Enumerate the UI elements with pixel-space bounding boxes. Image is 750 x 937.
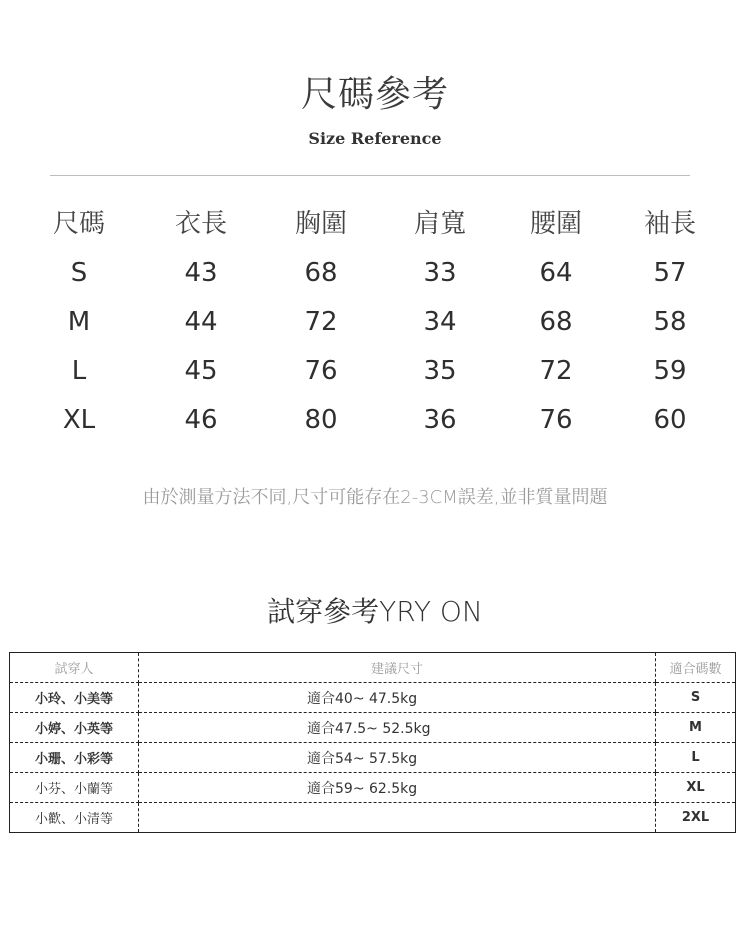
size-reference-title: 尺碼參考 [300,74,449,115]
size-row-xl [18,395,728,444]
size-row-l [18,346,728,395]
size-cell: 43 [184,257,218,288]
try-on-title: 試穿參考YRY ON [267,595,483,628]
table-row [10,713,736,743]
header-suggested-size: 建議尺寸 [139,653,656,683]
size-cell: 35 [423,355,457,386]
header-waist: 腰圍 [529,208,582,239]
size-row-m [18,297,728,346]
suggested-weight [139,803,656,833]
size-cell: 44 [184,306,218,337]
size-cell: 68 [539,306,573,337]
fit-size: XL [656,773,736,803]
size-row-s [18,248,728,297]
size-cell: 36 [423,404,457,435]
size-cell: L [71,355,87,386]
tester-name: 小婷、小英等 [10,713,139,743]
title-divider [50,175,690,176]
size-cell: S [70,257,88,288]
header-chest: 胸圍 [294,208,347,239]
measurement-note: 由於測量方法不同,尺寸可能存在2-3CM誤差,並非質量問題 [142,487,608,508]
table-row [10,773,736,803]
size-cell: 76 [304,355,338,386]
size-table [18,200,728,444]
tester-name: 小芬、小蘭等 [10,773,139,803]
size-cell: 68 [304,257,338,288]
fit-size: 2XL [656,803,736,833]
size-cell: 72 [304,306,338,337]
header-length: 衣長 [174,208,227,239]
size-cell: 80 [304,404,338,435]
header-tester: 試穿人 [10,653,139,683]
suggested-weight: 適合47.5~ 52.5kg [139,713,656,743]
try-on-table-header [10,653,736,683]
tester-name: 小珊、小彩等 [10,743,139,773]
fit-size: L [656,743,736,773]
header-sleeve: 袖長 [643,208,696,239]
suggested-weight: 適合40~ 47.5kg [139,683,656,713]
suggested-weight: 適合59~ 62.5kg [139,773,656,803]
size-cell: 57 [653,257,687,288]
header-fit-size: 適合碼數 [656,653,736,683]
table-row [10,683,736,713]
size-cell: 58 [653,306,687,337]
fit-size: M [656,713,736,743]
size-cell: XL [62,404,96,435]
try-on-table [9,652,736,833]
size-cell: 45 [184,355,218,386]
size-cell: 33 [423,257,457,288]
table-row [10,743,736,773]
table-row [10,803,736,833]
size-cell: 60 [653,404,687,435]
tester-name: 小歡、小清等 [10,803,139,833]
size-cell: 64 [539,257,573,288]
fit-size: S [656,683,736,713]
size-cell: 72 [539,355,573,386]
size-cell: 59 [653,355,687,386]
header-size: 尺碼 [52,208,105,239]
tester-name: 小玲、小美等 [10,683,139,713]
size-cell: 46 [184,404,218,435]
suggested-weight: 適合54~ 57.5kg [139,743,656,773]
size-table-header [18,200,728,242]
size-cell: 34 [423,306,457,337]
size-cell: 76 [539,404,573,435]
size-cell: M [67,306,91,337]
size-reference-subtitle: Size Reference [308,129,442,148]
header-shoulder: 肩寬 [413,208,466,239]
